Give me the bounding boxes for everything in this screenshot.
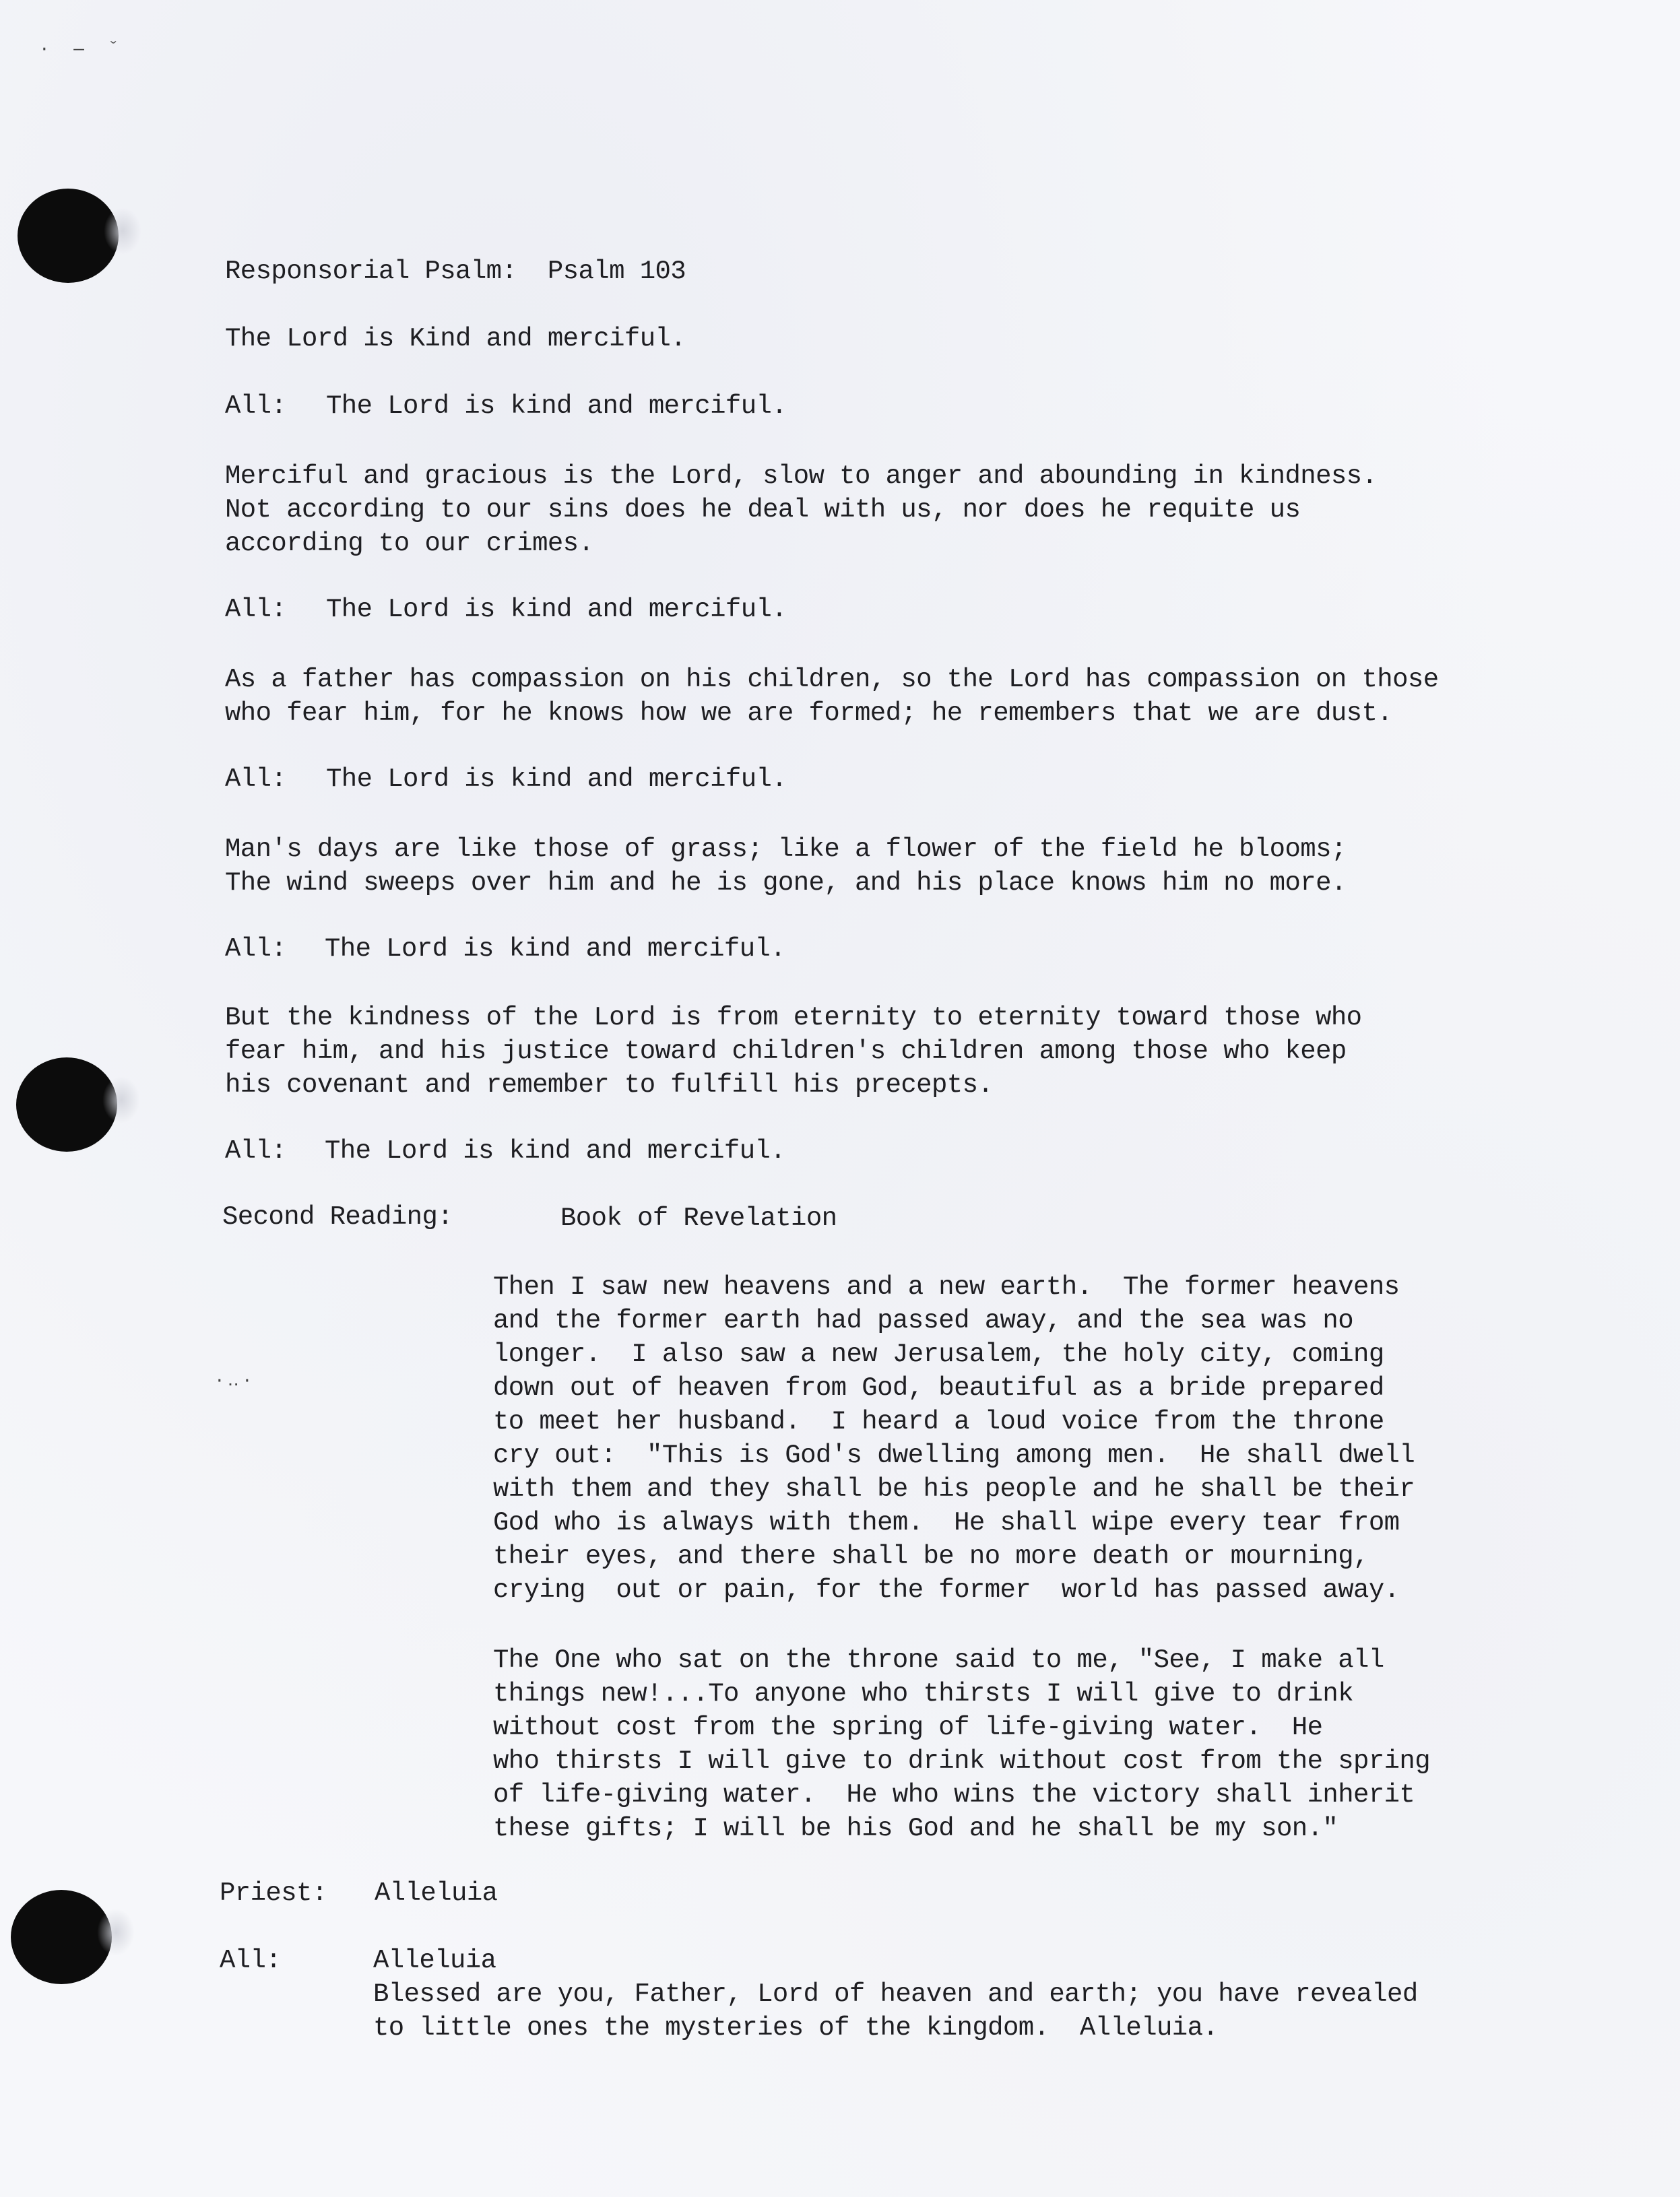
stray-mark-middle: ·‥· xyxy=(214,1371,255,1391)
all-label: All: xyxy=(220,1946,282,1975)
response-label: All: xyxy=(225,934,287,964)
second-reading-source: Book of Revelation xyxy=(560,1204,837,1233)
punch-hole-top xyxy=(18,189,119,283)
response-text: The Lord is kind and merciful. xyxy=(325,934,786,964)
psalm-stanza-2: As a father has compassion on his children, so the Lord has compassion on those who fear him, for he knows how we are formed; he remembers that we are dust. xyxy=(225,665,1439,728)
second-reading-label: Second Reading: xyxy=(222,1202,453,1232)
priest-label: Priest: xyxy=(220,1878,327,1908)
all-alleluia: Alleluia xyxy=(373,1946,496,1975)
psalm-stanza-4: But the kindness of the Lord is from eternity to eternity toward those who fear him, and his justice toward children's children among those who keep his covenant and remember to fulfill his precepts. xyxy=(225,1003,1362,1100)
stray-mark-top: · — ˇ xyxy=(39,39,126,59)
response-text: The Lord is kind and merciful. xyxy=(326,764,787,794)
response-text: The Lord is kind and merciful. xyxy=(326,391,787,421)
response-label: All: xyxy=(225,391,287,421)
psalm-stanza-1: Merciful and gracious is the Lord, slow to anger and abounding in kindness. Not according to our sins does he deal with us, nor does he requite us according to our crimes. xyxy=(225,461,1378,558)
punch-hole-middle xyxy=(16,1057,117,1152)
reading-paragraph-2: The One who sat on the throne said to me, "See, I make all things new!...To anyone who thirsts I will give to drink without cost from the spring of life-giving water. He who thirsts I will give to drink without cost from the spring of life-giving water. He who wins the victory shall inherit these gifts; I will be his God and he shall be my son." xyxy=(493,1645,1431,1843)
response-text: The Lord is kind and merciful. xyxy=(326,595,787,624)
psalm-heading: Responsorial Psalm: Psalm 103 xyxy=(225,257,686,286)
response-text: The Lord is kind and merciful. xyxy=(325,1136,786,1166)
response-label: All: xyxy=(225,764,287,794)
response-label: All: xyxy=(225,595,287,624)
gospel-acclamation: Blessed are you, Father, Lord of heaven and earth; you have revealed to little ones the mysteries of the kingdom. Alleluia. xyxy=(373,1979,1418,2043)
reading-paragraph-1: Then I saw new heavens and a new earth. The former heavens and the former earth had passed away, and the sea was no longer. I also saw a new Jerusalem, the holy city, coming down out of heaven from God, beautiful as a bride prepared to meet her husband. I heard a loud voice from the throne cry out: "This is God's dwelling among men. He shall dwell with them and they shall be his people and he shall be their God who is always with them. He shall wipe every tear from their eyes, and there shall be no more death or mourning, crying out or pain, for the former world has passed away. xyxy=(493,1272,1415,1605)
priest-text: Alleluia xyxy=(375,1878,498,1908)
response-label: All: xyxy=(225,1136,287,1166)
psalm-stanza-3: Man's days are like those of grass; like a flower of the field he blooms; The wind sweeps over him and he is gone, and his place knows him no more. xyxy=(225,834,1347,898)
psalm-antiphon: The Lord is Kind and merciful. xyxy=(225,324,686,354)
punch-hole-bottom xyxy=(11,1890,112,1984)
